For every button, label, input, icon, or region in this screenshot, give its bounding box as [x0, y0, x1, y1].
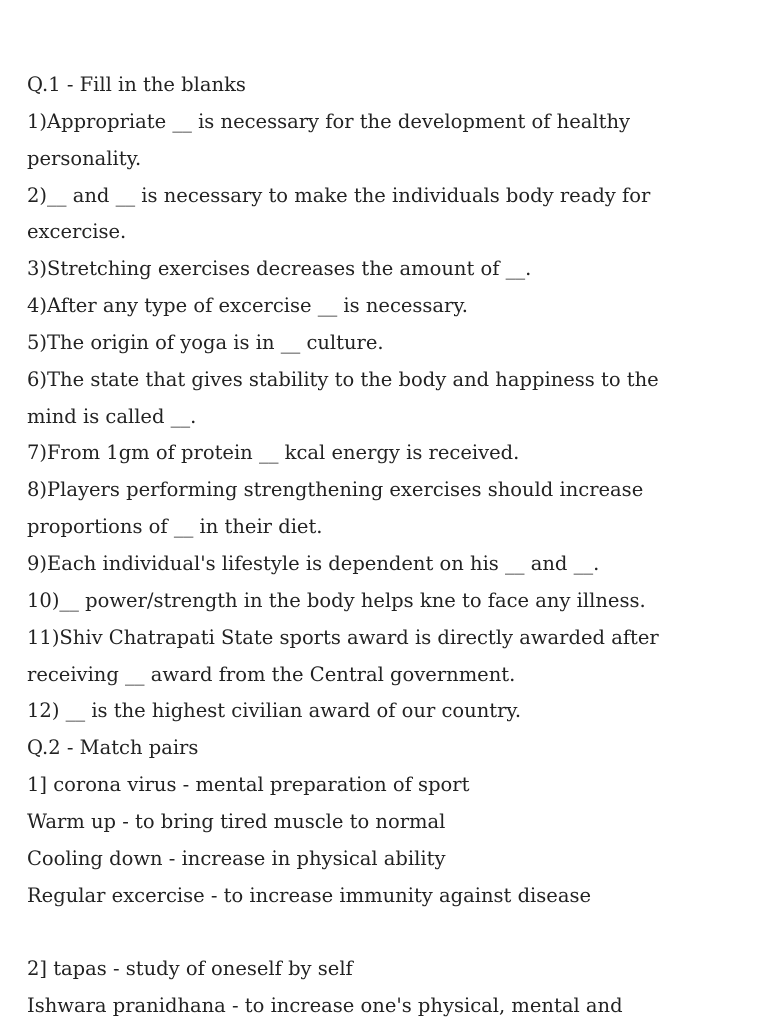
question-line: 8)Players performing strengthening exercises should increase	[27, 478, 644, 502]
section-heading-q2: Q.2 - Match pairs	[27, 736, 199, 760]
question-line: receiving __ award from the Central government.	[27, 662, 516, 686]
question-line: 6)The state that gives stability to the body and happiness to the	[27, 367, 659, 391]
question-line: 7)From 1gm of protein __ kcal energy is received.	[27, 441, 520, 465]
section-heading-q1: Q.1 - Fill in the blanks	[27, 73, 246, 96]
match-pair-line: Cooling down - increase in physical ability	[27, 846, 446, 870]
document-body	[27, 67, 747, 1025]
question-line: 4)After any type of excercise __ is necessary.	[27, 294, 469, 318]
blank-line	[27, 914, 747, 951]
question-line: personality.	[27, 146, 142, 170]
match-pair-line: Regular excercise - to increase immunity against disease	[27, 883, 592, 907]
question-line: proportions of __ in their diet.	[27, 515, 323, 539]
question-line: 9)Each individual's lifestyle is dependent on his __ and __.	[27, 551, 600, 575]
match-pair-line: Ishwara pranidhana - to increase one's physical, mental and	[27, 994, 623, 1018]
match-pair-line: 2] tapas - study of oneself by self	[27, 957, 353, 981]
question-line: excercise.	[27, 220, 127, 244]
match-pair-line: Warm up - to bring tired muscle to normal	[27, 809, 446, 833]
question-line: 3)Stretching exercises decreases the amount of __.	[27, 257, 532, 281]
question-line: mind is called __.	[27, 404, 197, 428]
match-pair-line: 1] corona virus - mental preparation of sport	[27, 773, 470, 797]
question-line: 11)Shiv Chatrapati State sports award is directly awarded after	[27, 625, 659, 649]
question-line: 5)The origin of yoga is in __ culture.	[27, 330, 384, 354]
question-line: 2)__ and __ is necessary to make the individuals body ready for	[27, 183, 651, 207]
question-line: 1)Appropriate __ is necessary for the development of healthy	[27, 109, 631, 133]
question-line: 12) __ is the highest civilian award of our country.	[27, 699, 522, 723]
question-line: 10)__ power/strength in the body helps kne to face any illness.	[27, 588, 646, 612]
